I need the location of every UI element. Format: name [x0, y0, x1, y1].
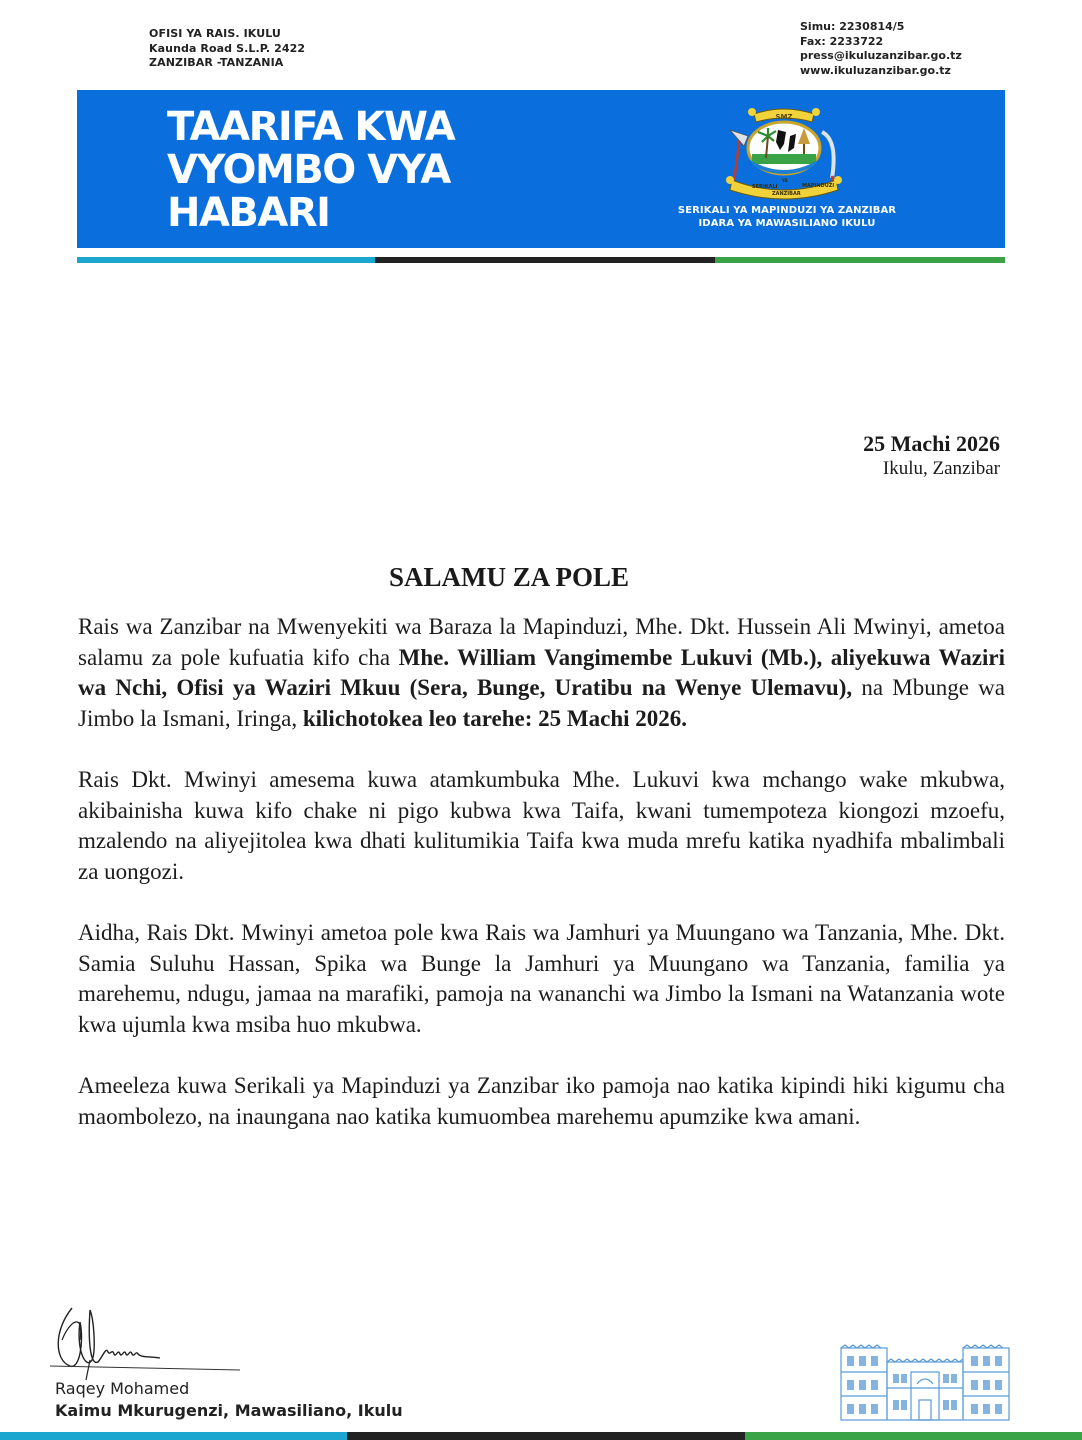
paragraph-text: Rais wa Zanzibar na Mwenyekiti wa Baraza la Mapinduzi, Mhe. Dkt. Hussein Ali Mwinyi, ametoa salamu za pole kufuatia kifo cha [78, 614, 1005, 670]
banner-title [167, 106, 454, 235]
website-url: www.ikuluzanzibar.go.tz [800, 63, 951, 77]
stripe-segment-black [347, 1432, 745, 1440]
banner-title-line: VYOMBO VYA [167, 147, 450, 193]
banner-title-line: HABARI [167, 190, 330, 236]
email-address: press@ikuluzanzibar.go.tz [800, 49, 962, 62]
stripe-segment-black [375, 257, 715, 263]
dateline [863, 431, 1000, 481]
banner-title-line: TAARIFA KWA [167, 104, 455, 150]
heading-text: SALAMU ZA POLE [388, 562, 630, 592]
press-release-banner [77, 90, 1005, 248]
emphasized-text: kilichotokea leo tarehe: 25 Machi 2026. [302, 705, 687, 731]
handwritten-signature-icon [50, 1300, 250, 1380]
address-line: Kaunda Road S.L.P. 2422 [149, 41, 306, 55]
crest-ribbon-text: MAPINDUZI [802, 183, 835, 189]
paragraph-text: Aidha, Rais Dkt. Mwinyi ametoa pole kwa Rais wa Jamhuri ya Muungano wa Tanzania, Mhe. Dkt. Samia Suluhu Hassan, Spika wa Bunge la Jamhuri ya Muungano wa Tanzania, familia ya marehemu, ndugu, jamaa na marafiki, pamoja na wananchi wa Jimbo la Ismani na Watanzania wote kwa ujumla kwa msiba huo mkubwa. [78, 920, 1005, 1037]
address-line: ZANZIBAR -TANZANIA [149, 56, 284, 69]
document-heading [0, 562, 1010, 593]
statement-body [78, 612, 1005, 1163]
stripe-segment-green [745, 1432, 1082, 1440]
crest-top-text: SMZ [775, 113, 793, 121]
stripe-segment-cyan [77, 257, 375, 263]
statement-paragraph [78, 612, 1005, 734]
crest-ribbon-text: SERIKALI [752, 184, 778, 190]
phone-number: Simu: 2230814/5 [800, 20, 905, 33]
address-line: OFISI YA RAIS. IKULU [149, 27, 281, 40]
zanzibar-coat-of-arms-icon [704, 100, 864, 200]
office-address [149, 27, 305, 71]
release-place: Ikulu, Zanzibar [882, 458, 1000, 479]
stripe-segment-cyan [0, 1432, 347, 1440]
paragraph-text: na Mbunge wa Jimbo la Ismani, Iringa, [78, 675, 1006, 731]
stripe-segment-green [715, 257, 1005, 263]
emphasized-text: Mhe. William Vangimembe Lukuvi (Mb.), aliyekuwa Waziri wa Nchi, Ofisi ya Waziri Mkuu (Sera, Bunge, Uratibu na Wenye Ulemavu), [78, 644, 1005, 700]
header-tricolor-stripe [77, 257, 1005, 263]
footer-tricolor-stripe [0, 1432, 1082, 1440]
contact-info [800, 20, 962, 78]
organization-line: IDARA YA MAWASILIANO IKULU [698, 218, 876, 229]
release-date: 25 Machi 2026 [863, 431, 1000, 456]
crest-ribbon-text: YA [782, 178, 788, 183]
ikulu-palace-icon [835, 1340, 1015, 1422]
signatory-title: Kaimu Mkurugenzi, Mawasiliano, Ikulu [55, 1401, 403, 1420]
signatory-block [55, 1378, 403, 1422]
statement-paragraph [78, 765, 1005, 887]
signatory-name: Raqey Mohamed [55, 1379, 190, 1398]
paragraph-text: Ameeleza kuwa Serikali ya Mapinduzi ya Zanzibar iko pamoja nao katika kipindi hiki kigumu cha maombolezo, na inaungana nao katika kumuombea marehemu apumzike kwa amani. [78, 1073, 1005, 1129]
fax-number: Fax: 2233722 [800, 34, 884, 48]
crest-ribbon-text: ZANZIBAR [772, 191, 801, 197]
statement-paragraph [78, 1071, 1005, 1132]
statement-paragraph [78, 918, 1005, 1040]
paragraph-text: Rais Dkt. Mwinyi amesema kuwa atamkumbuka Mhe. Lukuvi kwa mchango wake mkubwa, akibainisha kuwa kifo chake ni pigo kubwa kwa Taifa, kwani tumempoteza kiongozi mzoefu, mzalendo na aliyejitolea kwa dhati kulitumikia Taifa kwa muda mrefu katika nyadhifa mbalimbali za uongozi. [78, 767, 1005, 884]
organization-line: SERIKALI YA MAPINDUZI YA ZANZIBAR [677, 205, 897, 216]
issuing-organization [657, 204, 917, 230]
